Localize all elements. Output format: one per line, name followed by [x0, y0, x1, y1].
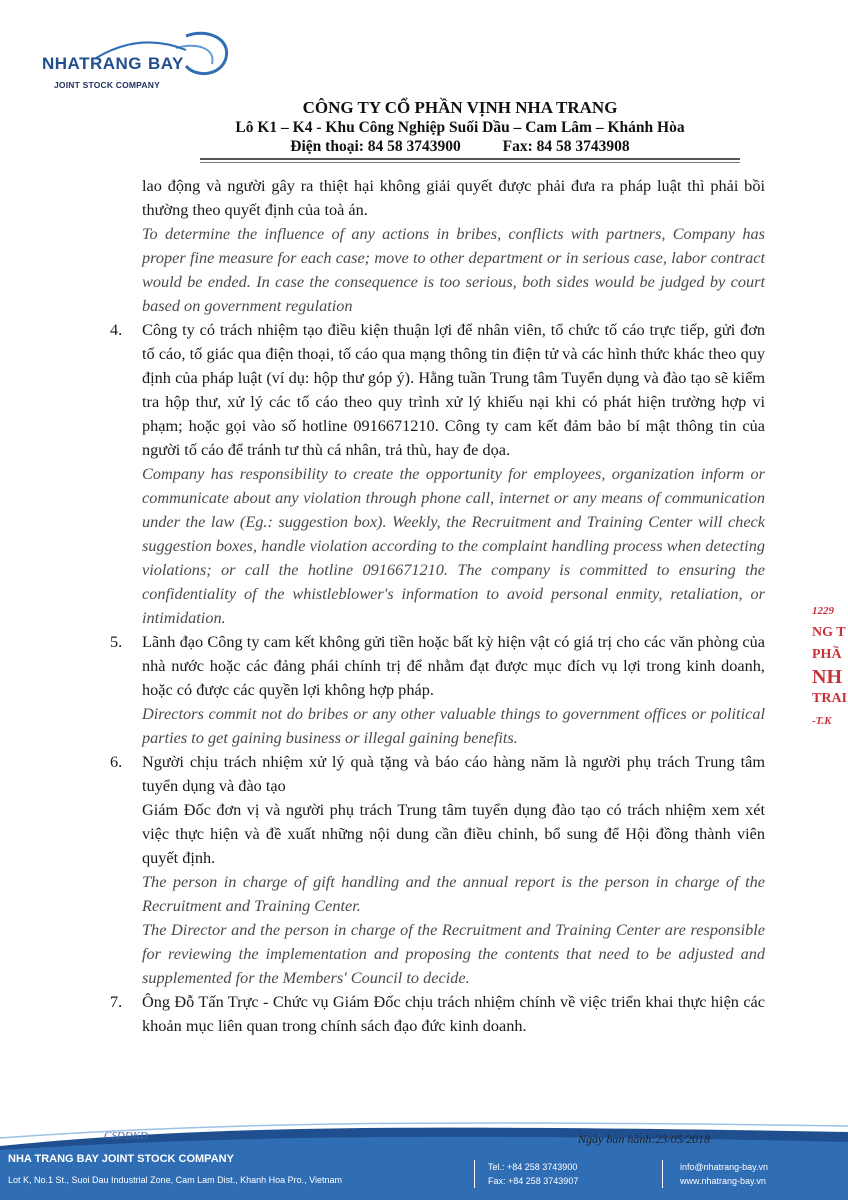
document-code: CSDDKD — [104, 1130, 149, 1142]
letterhead — [160, 98, 760, 156]
item-vi: Ông Đỗ Tấn Trực - Chức vụ Giám Đốc chịu trách nhiệm chính về việc triển khai thực hiện các khoản mục liên quan trong chính sách đạo đức kinh doanh. — [142, 992, 765, 1035]
footer-online — [680, 1160, 768, 1188]
item-number: 7. — [110, 992, 123, 1011]
footer-address: Lot K, No.1 St., Suoi Dau Industrial Zone, Cam Lam Dist., Khanh Hoa Pro., Vietnam — [8, 1175, 342, 1185]
footer-company: NHA TRANG BAY JOINT STOCK COMPANY — [8, 1153, 234, 1165]
item-vi: Lãnh đạo Công ty cam kết không gửi tiền hoặc bất kỳ hiện vật có giá trị cho các văn phòng của nhà nước hoặc các đảng phái chính trị để nhằm đạt được mục đích vụ lợi trong kinh doanh, hoặc có được các quyền lợi không hợp pháp. — [142, 632, 765, 699]
company-logo — [36, 28, 236, 98]
footer-separator — [474, 1160, 475, 1188]
list-item — [110, 318, 765, 630]
header-divider — [200, 158, 740, 160]
company-address: Lô K1 – K4 - Khu Công Nghiệp Suối Dầu – Cam Lâm – Khánh Hòa — [235, 119, 685, 136]
item-number: 6. — [110, 752, 123, 771]
header-divider-thin — [200, 162, 740, 163]
item-en: The person in charge of gift handling and the annual report is the person in charge of the Recruitment and Training Center. — [142, 872, 765, 915]
footer-separator — [662, 1160, 663, 1188]
item-number: 5. — [110, 632, 123, 651]
item-en: Directors commit not do bribes or any other valuable things to government offices or political parties to get gaining business or illegal gaining benefits. — [142, 704, 765, 747]
footer-website[interactable]: www.nhatrang-bay.vn — [680, 1176, 766, 1186]
item-en-2: The Director and the person in charge of the Recruitment and Training Center are responsible for reviewing the implementation and proposing the contents that need to be adjusted and supplemented for the Members' Council to decide. — [142, 920, 765, 987]
footer-tel: Tel.: +84 258 3743900 — [488, 1162, 578, 1172]
item-vi-2: Giám Đốc đơn vị và người phụ trách Trung tâm tuyển dụng đào tạo có trách nhiệm xem xét việc thực hiện và đề xuất những nội dung cần điều chỉnh, bổ sung để Hội đồng thành viên quyết định. — [142, 800, 765, 867]
list-item — [110, 750, 765, 990]
company-name: CÔNG TY CỔ PHẦN VỊNH NHA TRANG — [302, 98, 618, 117]
item-en: Company has responsibility to create the opportunity for employees, organization inform or communicate about any violation through phone call, internet or any means of communication under the law (Eg.: suggestion box). Weekly, the Recruitment and Training Center will check suggestion boxes, handle violation according to the complaint handling process when detecting violations; or call the hotline 0916671210. The company is committed to ensuring the confidentiality of the whistleblower's information to avoid personal enmity, retaliation, or intimidation. — [142, 464, 765, 627]
item-vi: Người chịu trách nhiệm xử lý quà tặng và báo cáo hàng năm là người phụ trách Trung tâm tuyển dụng và đào tạo — [142, 752, 765, 795]
intro-vi: lao động và người gây ra thiệt hại không giải quyết được phải đưa ra pháp luật thì phải bồi thường theo quyết định của toà án. — [142, 176, 765, 219]
intro-en: To determine the influence of any actions in bribes, conflicts with partners, Company has proper fine measure for each case; move to other department or in serious case, labor contract would be ended. In case the consequence is too serious, both sides would be judged by court based on government regulation — [142, 224, 765, 315]
logo-subtitle: JOINT STOCK COMPANY — [54, 80, 160, 90]
fax-number: Fax: 84 58 3743908 — [502, 138, 630, 155]
item-vi: Công ty có trách nhiệm tạo điều kiện thuận lợi để nhân viên, tổ chức tố cáo trực tiếp, gửi đơn tố cáo, tố giác qua điện thoại, tố cáo qua mạng thông tin điện tử và các hình thức khác theo quy định của pháp luật (ví dụ: hộp thư góp ý). Hằng tuần Trung tâm Tuyển dụng và đào tạo sẽ kiểm tra hộp thư, xử lý các tố cáo theo quy trình xử lý khiếu nại khi có phát hiện trường hợp vi phạm; hoặc gọi vào số hotline 0916671210. Công ty cam kết đảm bảo bí mật thông tin của người tố cáo để tránh tư thù cá nhân, trả thù, hay đe dọa. — [142, 320, 765, 459]
phone-number: Điện thoại: 84 58 3743900 — [290, 138, 461, 155]
list-item — [110, 990, 765, 1038]
partial-stamp: 1229 NG T PHẦ NH TRAI -T.K — [812, 605, 848, 727]
footer-contact — [488, 1160, 578, 1188]
list-item — [110, 630, 765, 750]
footer-email[interactable]: info@nhatrang-bay.vn — [680, 1162, 769, 1172]
contact-line — [160, 137, 760, 156]
item-number: 4. — [110, 320, 123, 339]
issue-date: Ngày ban hành:23/05/2018 — [578, 1132, 710, 1146]
footer-fax: Fax: +84 258 3743907 — [488, 1176, 579, 1186]
logo-brand: NHATRANG BAY — [42, 54, 184, 73]
document-body — [110, 174, 765, 1038]
